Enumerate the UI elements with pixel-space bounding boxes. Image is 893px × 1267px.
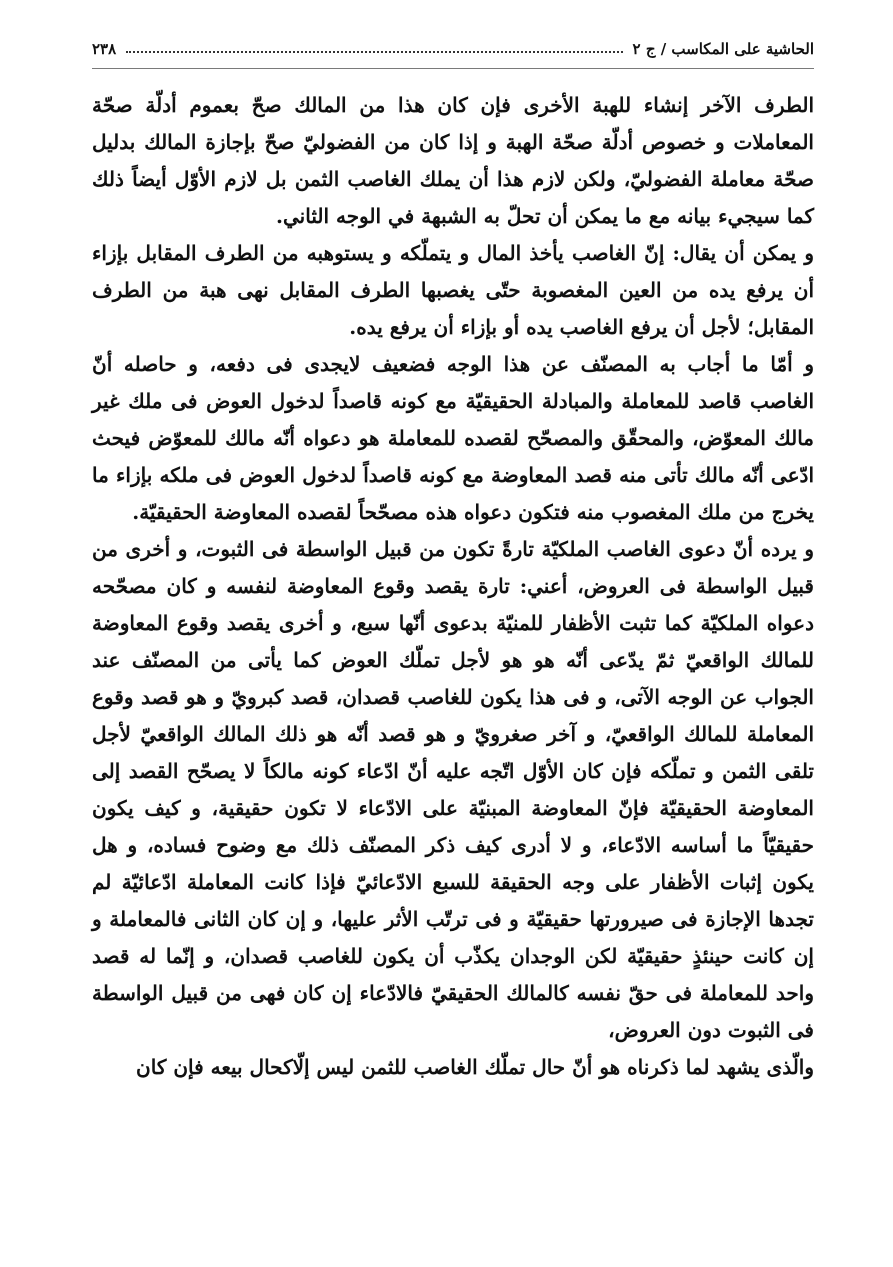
paragraph-4: و يرده أنّ دعوى الغاصب الملكيّة تارةً تكون من قبيل الواسطة فى الثبوت، و أخرى من قبيل الواسطة فى العروض، أعني: تارة يقصد وقوع المعاوضة لنفسه و كان مصحّحه دعواه الملكيّة كما تثبت الأظفار للمنيّة بدعوى أنّها سبع، و أخرى يقصد وقوع المعاوضة للمالك الواقعيّ ثمّ يدّعى أنّه هو هو لأجل تملّك العوض كما يأتى من المصنّف عند الجواب عن الوجه الآتى، و فى هذا يكون للغاصب قصدان، قصد كبرويّ و هو قصد وقوع المعاملة للمالك الواقعيّ، و آخر صغرويّ و هو قصد أنّه هو ذلك المالك الواقعيّ لأجل تلقى الثمن و تملّكه فإن كان الأوّل اتّجه عليه أنّ ادّعاء كونه مالكاً لا يصحّح القصد إلى المعاوضة الحقيقيّة فإنّ المعاوضة المبنيّة على الادّعاء لا تكون حقيقية، و كيف يكون حقيقيّاً ما أساسه الادّعاء، و لا أدرى كيف ذكر المصنّف ذلك مع وضوح فساده، و هل يكون إثبات الأظفار على وجه الحقيقة للسبع الادّعائيّ فإذا كانت المعاملة ادّعائيّة لم تجدها الإجازة فى صيرورتها حقيقيّة و فى ترتّب الأثر عليها، و إن كان الثانى فالمعاملة و إن كانت حينئذٍ حقيقيّة لكن الوجدان يكذّب أن يكون للغاصب قصدان، و إنّما له قصد واحد للمعاملة فى حقّ نفسه كالمالك الحقيقيّ فالادّعاء إن كان فهى من قبيل الواسطة فى الثبوت دون العروض، <box>92 537 814 1042</box>
document-page <box>92 28 814 1228</box>
page-header <box>92 28 814 64</box>
page-body <box>92 87 814 1086</box>
paragraph-5: والّذى يشهد لما ذكرناه هو أنّ حال تملّك الغاصب للثمن ليس إلّاكحال بيعه فإن كان <box>136 1055 814 1079</box>
page-number: ٢٣٨ <box>92 40 117 58</box>
paragraph-2: و يمكن أن يقال: إنّ الغاصب يأخذ المال و يتملّكه و يستوهبه من الطرف المقابل بإزاء أن يرفع يده من العين المغصوبة حتّى يغصبها الطرف المقابل نهى هبة من الطرف المقابل؛ لأجل أن يرفع الغاصب يده أو بإزاء أن يرفع يده. <box>92 241 815 339</box>
header-dotted-leader <box>126 51 622 53</box>
header-rule <box>92 68 814 69</box>
running-title: الحاشية على المكاسب / ج ٢ <box>632 40 814 58</box>
paragraph-1: الطرف الآخر إنشاء للهبة الأخرى فإن كان هذا من المالك صحّ بعموم أدلّة صحّة المعاملات و خصوص أدلّة صحّة الهبة و إذا كان من الفضوليّ صحّ بإجازة المالك بدليل صحّة معاملة الفضوليّ، ولكن لازم هذا أن يملك الغاصب الثمن بل لازم الأوّل أيضاً ذلك كما سيجيء بيانه مع ما يمكن أن تحلّ به الشبهة في الوجه الثاني. <box>92 93 814 228</box>
paragraph-3: و أمّا ما أجاب به المصنّف عن هذا الوجه فضعيف لايجدى فى دفعه، و حاصله أنّ الغاصب قاصد للمعاملة والمبادلة الحقيقيّة مع كونه قاصداً لدخول العوض فى ملك غير مالك المعوّض، والمحقّق والمصحّح لقصده للمعاملة هو دعواه أنّه مالك للمعوّض فيحث ادّعى أنّه مالك تأتى منه قصد المعاوضة مع كونه قاصداً لدخول العوض فى ملكه بإزاء ما يخرج من ملك المغصوب منه فتكون دعواه هذه مصحّحاً لقصده المعاوضة الحقيقيّة. <box>92 352 814 524</box>
